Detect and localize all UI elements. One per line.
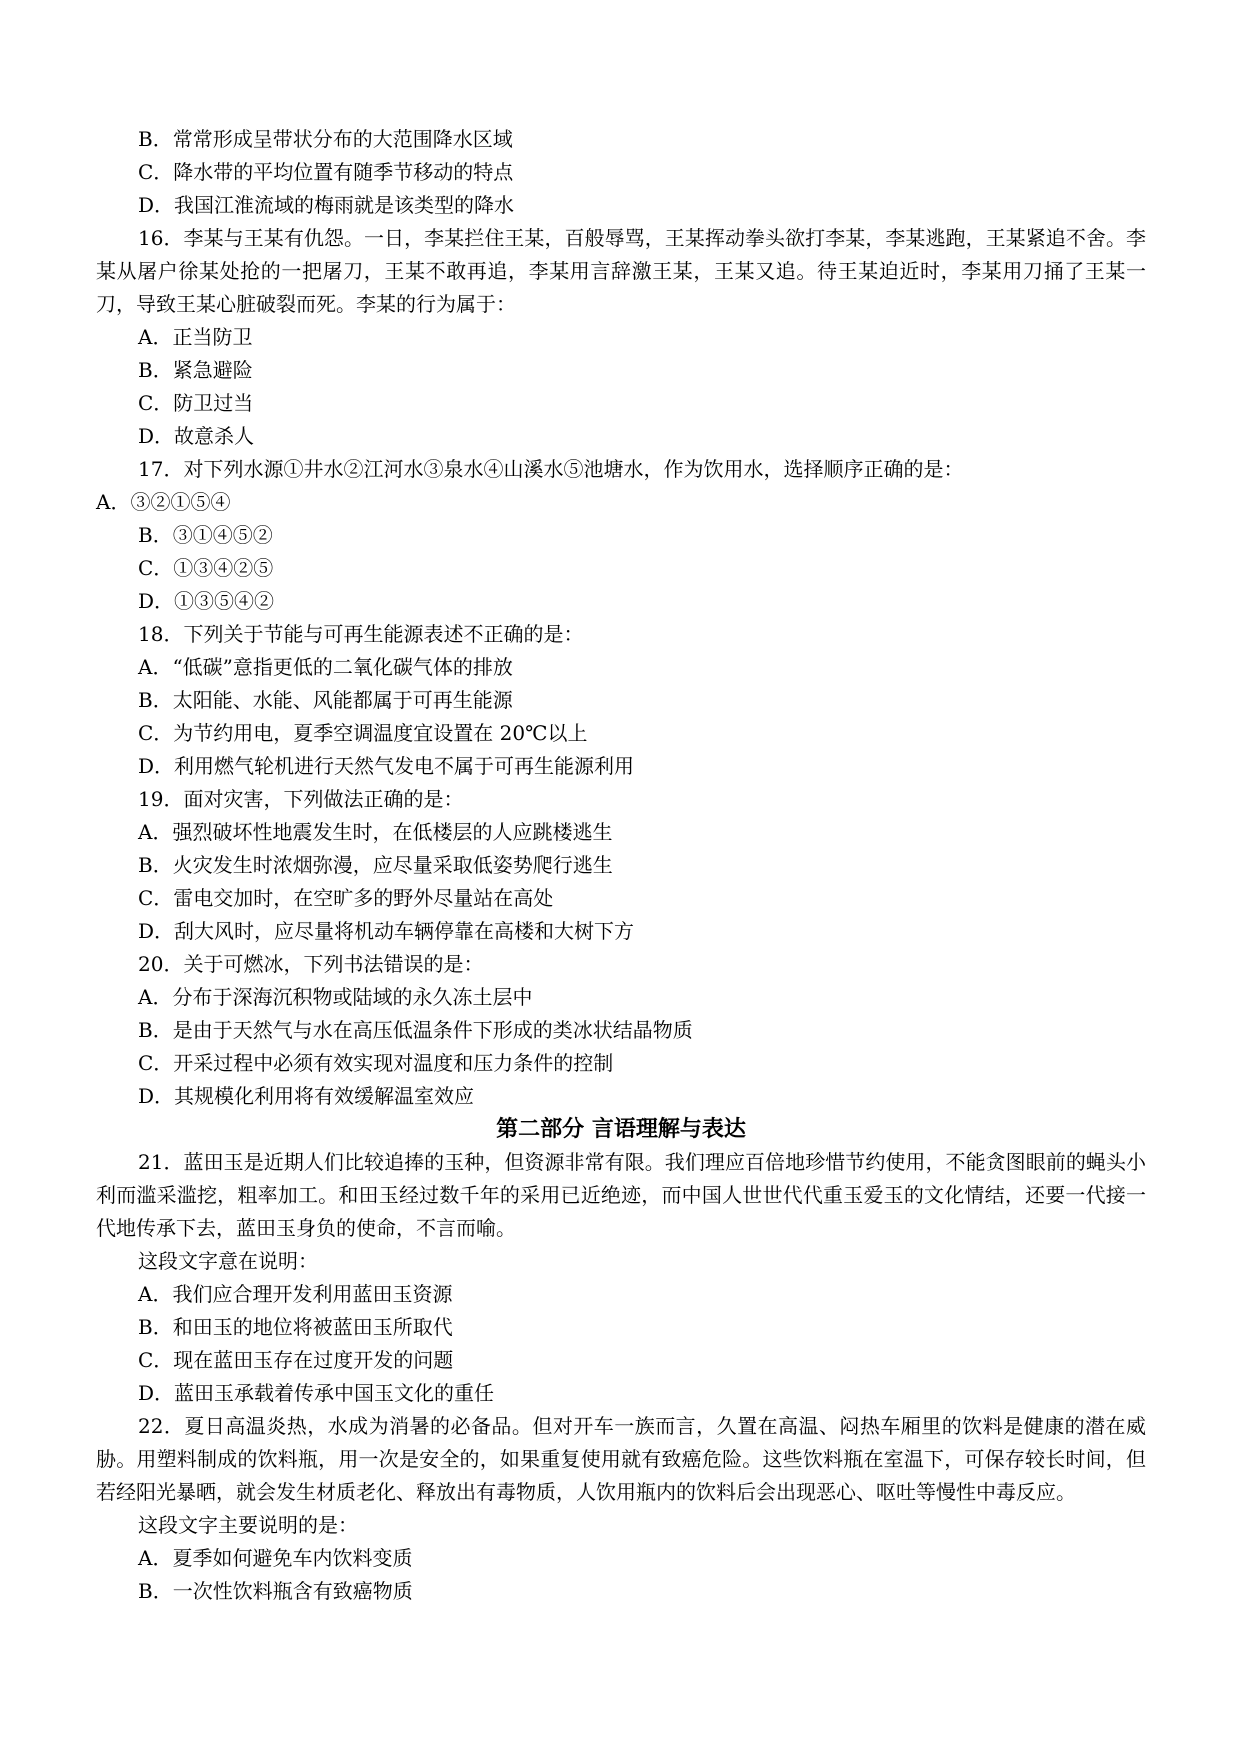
q22-option-b: B．一次性饮料瓶含有致癌物质 — [138, 1579, 413, 1603]
q20-option-a: A．分布于深海沉积物或陆域的永久冻土层中 — [138, 985, 533, 1009]
q18-option-a: A．“低碳”意指更低的二氧化碳气体的排放 — [138, 655, 513, 679]
question-21 — [96, 1146, 1146, 1410]
section-title: 第二部分 言语理解与表达 — [496, 1117, 746, 1142]
q17-option-a: A．③②①⑤④ — [96, 490, 231, 514]
q20-stem: 20．关于可燃冰，下列书法错误的是： — [138, 952, 484, 976]
q20-option-c: C．开采过程中必须有效实现对温度和压力条件的控制 — [138, 1051, 614, 1075]
q22-stem: 22．夏日高温炎热，水成为消暑的必备品。但对开车一族而言，久置在高温、闷热车厢里的饮料是健康的潜在威胁。用塑料制成的饮料瓶，用一次是安全的，如果重复使用就有致癌危险。这些饮料瓶在室温下，可保存较长时间，但若经阳光暴晒，就会发生材质老化、释放出有毒物质，人饮用瓶内的饮料后会出现恶心、呕吐等慢性中毒反应。 — [96, 1414, 1146, 1504]
q19-option-b: B．火灾发生时浓烟弥漫，应尽量采取低姿势爬行逃生 — [138, 853, 613, 877]
q17-option-d: D．①③⑤④② — [138, 589, 275, 613]
q16-option-a: A．正当防卫 — [138, 325, 253, 349]
q16-option-b: B．紧急避险 — [138, 358, 253, 382]
q18-option-b: B．太阳能、水能、风能都属于可再生能源 — [138, 688, 513, 712]
q17-stem: 17．对下列水源①井水②江河水③泉水④山溪水⑤池塘水，作为饮用水，选择顺序正确的是： — [138, 457, 964, 481]
exam-page — [96, 123, 1146, 1608]
q17-option-b: B．③①④⑤② — [138, 523, 273, 547]
q21-option-c: C．现在蓝田玉存在过度开发的问题 — [138, 1348, 454, 1372]
question-16 — [96, 222, 1146, 453]
question-17 — [96, 453, 1146, 618]
question-22 — [96, 1410, 1146, 1608]
q16-option-c: C．防卫过当 — [138, 391, 254, 415]
question-20 — [96, 948, 1146, 1113]
q21-prompt: 这段文字意在说明： — [138, 1249, 318, 1273]
q22-prompt: 这段文字主要说明的是： — [138, 1513, 358, 1537]
q19-option-c: C．雷电交加时，在空旷多的野外尽量站在高处 — [138, 886, 554, 910]
q17-option-c: C．①③④②⑤ — [138, 556, 274, 580]
q15-option-d: D．我国江淮流域的梅雨就是该类型的降水 — [138, 193, 515, 217]
question-19 — [96, 783, 1146, 948]
question-18 — [96, 618, 1146, 783]
q18-option-d: D．利用燃气轮机进行天然气发电不属于可再生能源利用 — [138, 754, 635, 778]
q19-option-a: A．强烈破坏性地震发生时，在低楼层的人应跳楼逃生 — [138, 820, 613, 844]
q20-option-d: D．其规模化利用将有效缓解温室效应 — [138, 1084, 475, 1108]
q15-options — [96, 123, 1146, 222]
q15-option-c: C．降水带的平均位置有随季节移动的特点 — [138, 160, 514, 184]
q20-option-b: B．是由于天然气与水在高压低温条件下形成的类冰状结晶物质 — [138, 1018, 693, 1042]
q21-option-b: B．和田玉的地位将被蓝田玉所取代 — [138, 1315, 453, 1339]
q16-stem: 16．李某与王某有仇怨。一日，李某拦住王某，百般辱骂，王某挥动拳头欲打李某，李某逃跑，王某紧追不舍。李某从屠户徐某处抢的一把屠刀，王某不敢再追，李某用言辞激王某，王某又追。待王某迫近时，李某用刀捅了王某一刀，导致王某心脏破裂而死。李某的行为属于： — [96, 226, 1146, 316]
q21-option-a: A．我们应合理开发利用蓝田玉资源 — [138, 1282, 453, 1306]
q18-stem: 18．下列关于节能与可再生能源表述不正确的是： — [138, 622, 584, 646]
q18-option-c: C．为节约用电，夏季空调温度宜设置在 20℃以上 — [138, 721, 588, 745]
q21-option-d: D．蓝田玉承载着传承中国玉文化的重任 — [138, 1381, 495, 1405]
q19-option-d: D．刮大风时，应尽量将机动车辆停靠在高楼和大树下方 — [138, 919, 635, 943]
q22-option-a: A．夏季如何避免车内饮料变质 — [138, 1546, 413, 1570]
q19-stem: 19．面对灾害，下列做法正确的是： — [138, 787, 464, 811]
q16-option-d: D．故意杀人 — [138, 424, 255, 448]
q15-option-b: B．常常形成呈带状分布的大范围降水区域 — [138, 127, 513, 151]
q21-stem: 21．蓝田玉是近期人们比较追捧的玉种，但资源非常有限。我们理应百倍地珍惜节约使用，不能贪图眼前的蝇头小利而滥采滥挖，粗率加工。和田玉经过数千年的采用已近绝迹，而中国人世世代代重玉爱玉的文化情结，还要一代接一代地传承下去，蓝田玉身负的使命，不言而喻。 — [96, 1150, 1146, 1240]
